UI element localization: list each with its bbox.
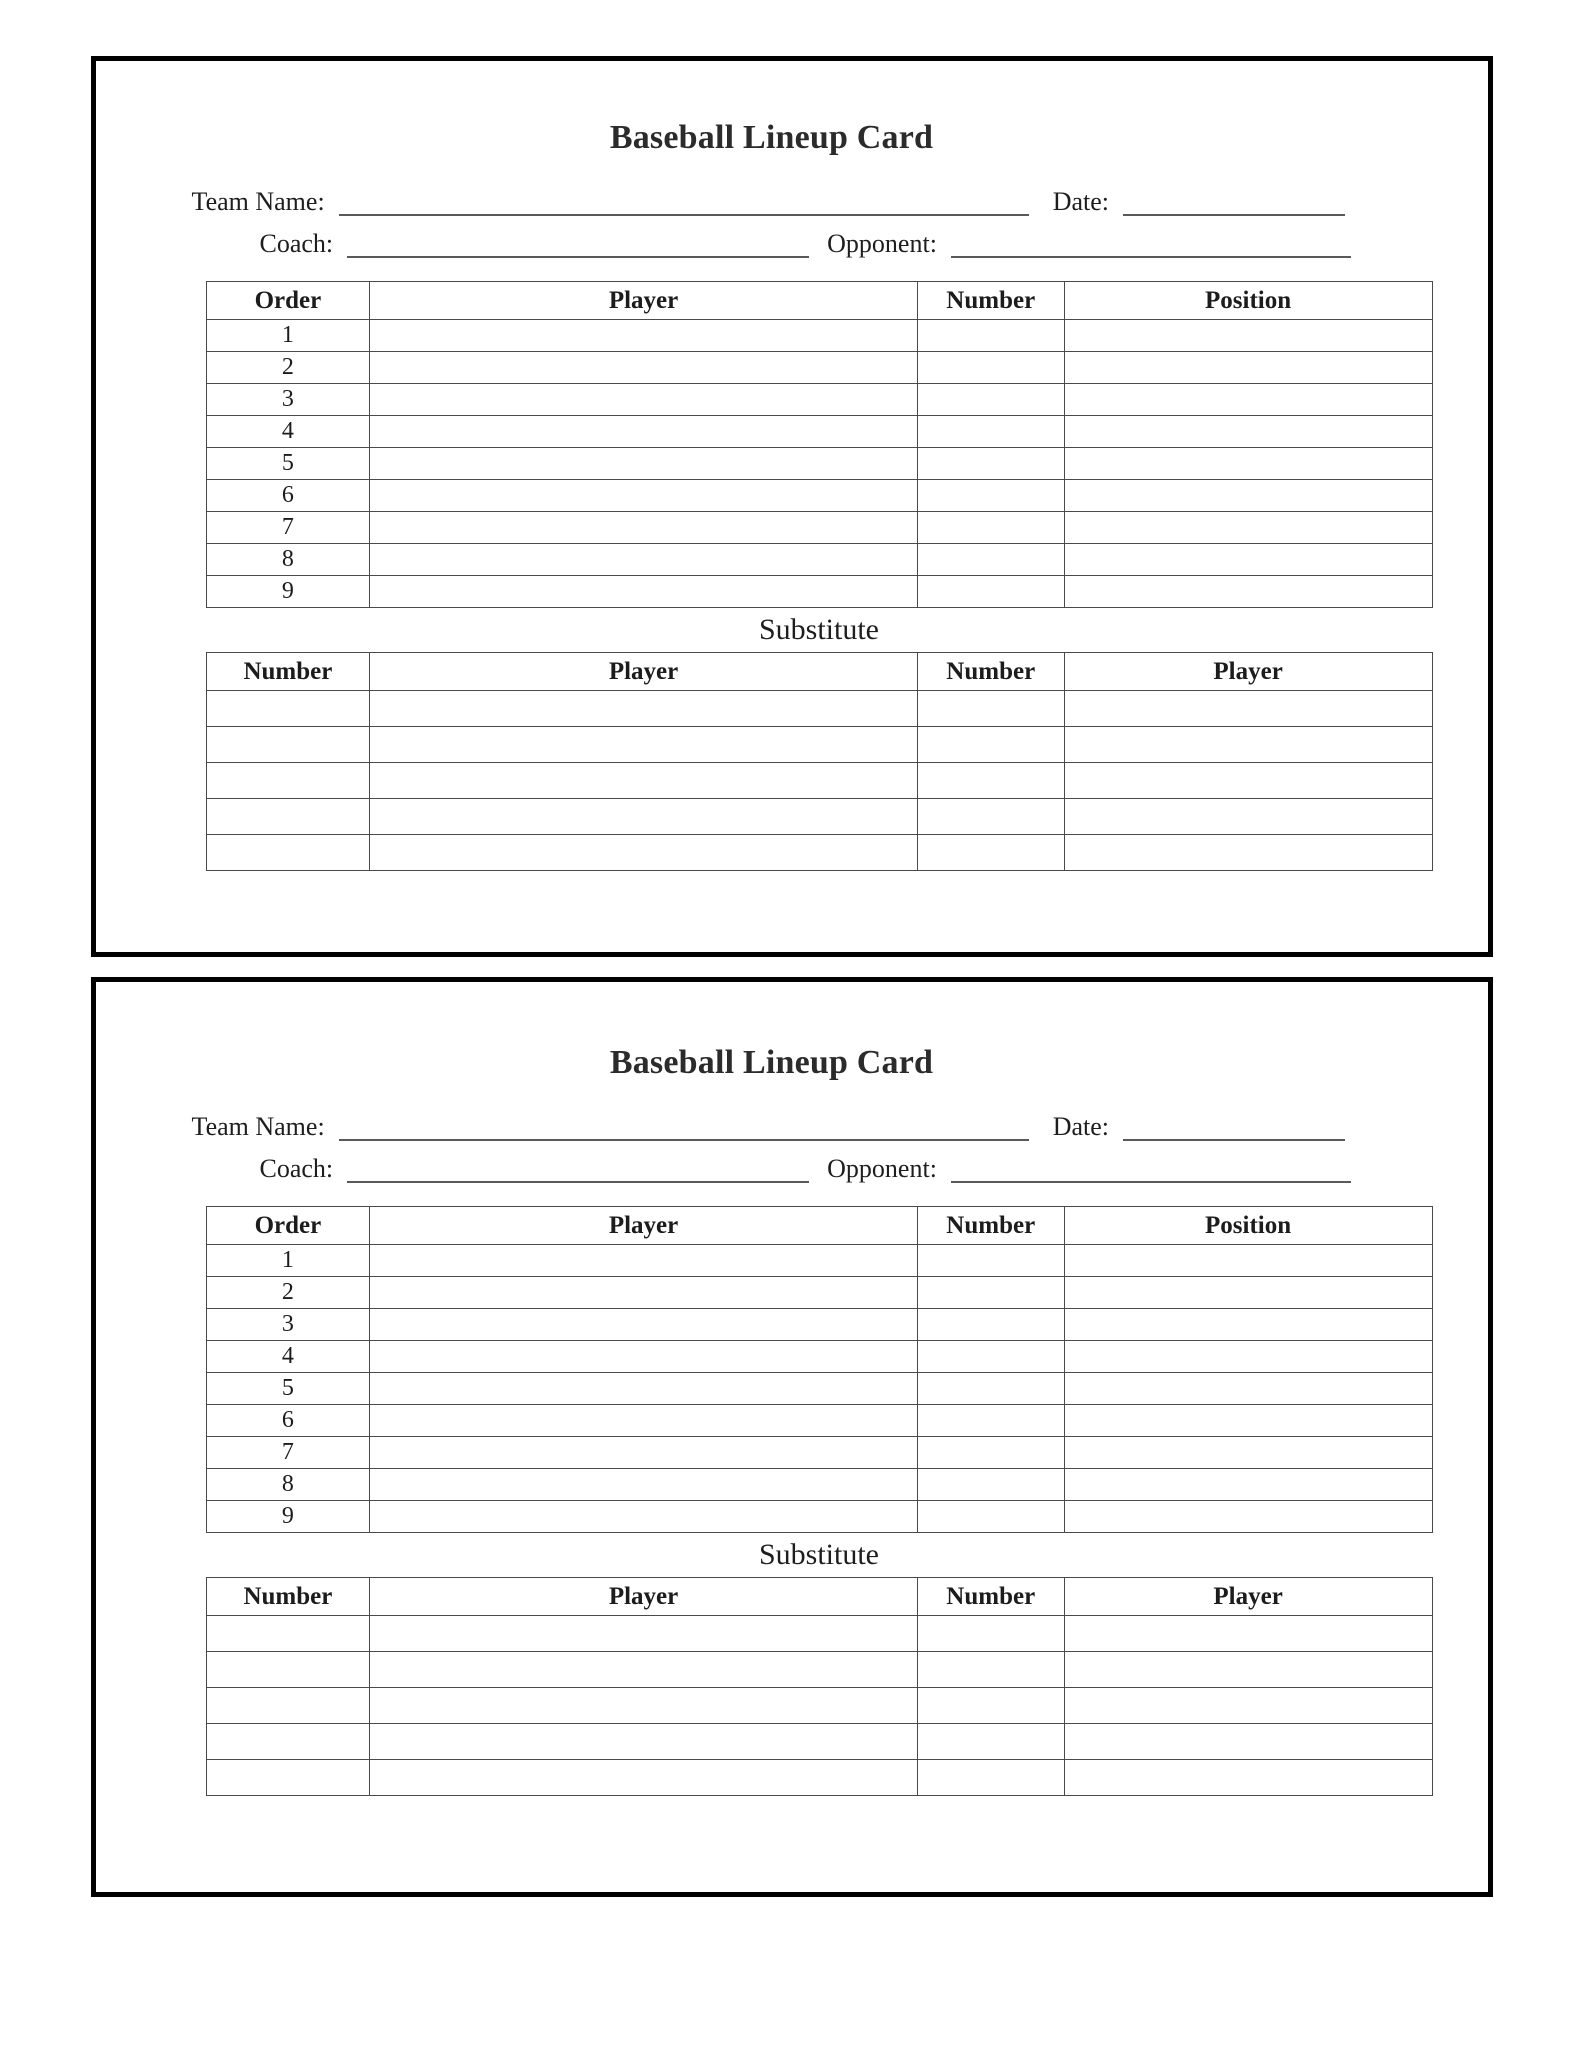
cell-sub-number-1[interactable] <box>206 727 370 763</box>
opponent-input[interactable] <box>951 1153 1351 1183</box>
table-row <box>206 1373 1432 1405</box>
lineup-card-2 <box>91 977 1493 1897</box>
table-header-row <box>206 282 1432 320</box>
field-row-team-date <box>96 1104 1488 1144</box>
cell-sub-player-2[interactable] <box>1064 763 1432 799</box>
cell-order: 9 <box>206 576 370 608</box>
cell-sub-player-1[interactable] <box>370 691 917 727</box>
cell-sub-number-2[interactable] <box>917 1652 1064 1688</box>
substitute-section-label: Substitute <box>758 1538 879 1571</box>
cell-sub-player-2[interactable] <box>1064 1760 1432 1796</box>
cell-player[interactable] <box>370 576 917 608</box>
cell-sub-number-1[interactable] <box>206 763 370 799</box>
cell-sub-number-2[interactable] <box>917 1760 1064 1796</box>
cell-number[interactable] <box>917 512 1064 544</box>
header-fields-1 <box>96 179 1488 261</box>
cell-player[interactable] <box>370 384 917 416</box>
table-header-row <box>206 1207 1432 1245</box>
table-row <box>206 1760 1432 1796</box>
table-row <box>206 320 1432 352</box>
cell-order: 1 <box>206 320 370 352</box>
cell-number[interactable] <box>917 352 1064 384</box>
cell-sub-number-1[interactable] <box>206 1616 370 1652</box>
table-row <box>206 1437 1432 1469</box>
table-row <box>206 1469 1432 1501</box>
cell-sub-number-1[interactable] <box>206 835 370 871</box>
table-row <box>206 727 1432 763</box>
cell-order: 4 <box>206 1341 370 1373</box>
table-row <box>206 1341 1432 1373</box>
page-title: Baseball Lineup Card <box>609 119 934 156</box>
cell-player[interactable] <box>370 1277 917 1309</box>
cell-number[interactable] <box>917 1373 1064 1405</box>
cell-order: 3 <box>206 1309 370 1341</box>
cell-number[interactable] <box>917 384 1064 416</box>
table-row <box>206 512 1432 544</box>
cell-player[interactable] <box>370 1405 917 1437</box>
cell-player[interactable] <box>370 1245 917 1277</box>
cell-sub-player-1[interactable] <box>370 1724 917 1760</box>
coach-input[interactable] <box>347 228 809 258</box>
cell-position[interactable] <box>1064 352 1432 384</box>
cell-sub-player-2[interactable] <box>1064 1652 1432 1688</box>
cell-number[interactable] <box>917 1245 1064 1277</box>
table-row <box>206 576 1432 608</box>
team-name-label: Team Name: <box>191 187 325 216</box>
coach-label: Coach: <box>259 1154 334 1183</box>
opponent-input[interactable] <box>951 228 1351 258</box>
cell-position[interactable] <box>1064 1437 1432 1469</box>
cell-number[interactable] <box>917 1277 1064 1309</box>
cell-player[interactable] <box>370 320 917 352</box>
cell-position[interactable] <box>1064 512 1432 544</box>
cell-player[interactable] <box>370 1341 917 1373</box>
cell-order: 6 <box>206 480 370 512</box>
column-header-position: Position <box>1064 1207 1432 1245</box>
table-row <box>206 1501 1432 1533</box>
cell-position[interactable] <box>1064 480 1432 512</box>
date-label: Date: <box>1052 187 1109 216</box>
cell-sub-number-2[interactable] <box>917 1724 1064 1760</box>
cell-position[interactable] <box>1064 1341 1432 1373</box>
table-row <box>206 1688 1432 1724</box>
opponent-label: Opponent: <box>827 229 937 258</box>
column-header-player: Player <box>370 282 917 320</box>
cell-order: 2 <box>206 352 370 384</box>
table-header-row <box>206 1578 1432 1616</box>
cell-order: 7 <box>206 1437 370 1469</box>
cell-order: 8 <box>206 544 370 576</box>
cell-number[interactable] <box>917 1501 1064 1533</box>
cell-player[interactable] <box>370 1437 917 1469</box>
cell-player[interactable] <box>370 544 917 576</box>
column-header-number: Number <box>917 282 1064 320</box>
table-row <box>206 448 1432 480</box>
cell-sub-number-2[interactable] <box>917 799 1064 835</box>
column-header-player: Player <box>370 1207 917 1245</box>
table-header-row <box>206 653 1432 691</box>
cell-position[interactable] <box>1064 320 1432 352</box>
cell-position[interactable] <box>1064 416 1432 448</box>
column-header-number: Number <box>917 1207 1064 1245</box>
column-header-sub-number-2: Number <box>917 1578 1064 1616</box>
cell-number[interactable] <box>917 1405 1064 1437</box>
substitute-table <box>206 1577 1433 1796</box>
lineup-card-1 <box>91 56 1493 957</box>
cell-sub-number-2[interactable] <box>917 691 1064 727</box>
cell-number[interactable] <box>917 1469 1064 1501</box>
cell-number[interactable] <box>917 1341 1064 1373</box>
cell-sub-player-1[interactable] <box>370 1616 917 1652</box>
cell-player[interactable] <box>370 1469 917 1501</box>
cell-number[interactable] <box>917 448 1064 480</box>
cell-position[interactable] <box>1064 544 1432 576</box>
opponent-label: Opponent: <box>827 1154 937 1183</box>
date-input[interactable] <box>1123 1111 1345 1141</box>
cell-player[interactable] <box>370 1501 917 1533</box>
cell-sub-number-1[interactable] <box>206 1724 370 1760</box>
column-header-sub-player-2: Player <box>1064 653 1432 691</box>
lineup-table-wrap-1 <box>96 281 1488 608</box>
table-row <box>206 691 1432 727</box>
table-row <box>206 352 1432 384</box>
table-row <box>206 799 1432 835</box>
cell-sub-number-2[interactable] <box>917 1688 1064 1724</box>
column-header-position: Position <box>1064 282 1432 320</box>
cell-sub-player-2[interactable] <box>1064 691 1432 727</box>
cell-position[interactable] <box>1064 1277 1432 1309</box>
cell-sub-number-1[interactable] <box>206 1760 370 1796</box>
column-header-order: Order <box>206 1207 370 1245</box>
substitute-table-wrap-2 <box>96 1577 1488 1796</box>
cell-player[interactable] <box>370 1309 917 1341</box>
cell-order: 1 <box>206 1245 370 1277</box>
table-row <box>206 544 1432 576</box>
table-row <box>206 1724 1432 1760</box>
cell-sub-player-1[interactable] <box>370 727 917 763</box>
cell-sub-player-1[interactable] <box>370 1652 917 1688</box>
table-row <box>206 1245 1432 1277</box>
cell-sub-number-2[interactable] <box>917 1616 1064 1652</box>
cell-number[interactable] <box>917 480 1064 512</box>
column-header-sub-player-1: Player <box>370 653 917 691</box>
lineup-table-wrap-2 <box>96 1206 1488 1533</box>
cell-player[interactable] <box>370 416 917 448</box>
cell-sub-number-2[interactable] <box>917 835 1064 871</box>
date-label: Date: <box>1052 1112 1109 1141</box>
cell-player[interactable] <box>370 512 917 544</box>
column-header-order: Order <box>206 282 370 320</box>
cell-player[interactable] <box>370 352 917 384</box>
substitute-section-label: Substitute <box>758 613 879 646</box>
cell-position[interactable] <box>1064 1373 1432 1405</box>
cell-order: 6 <box>206 1405 370 1437</box>
cell-sub-number-1[interactable] <box>206 1652 370 1688</box>
cell-position[interactable] <box>1064 1309 1432 1341</box>
cell-player[interactable] <box>370 448 917 480</box>
table-row <box>206 416 1432 448</box>
coach-label: Coach: <box>259 229 334 258</box>
cell-sub-player-1[interactable] <box>370 763 917 799</box>
table-row <box>206 1277 1432 1309</box>
cell-sub-player-2[interactable] <box>1064 727 1432 763</box>
field-row-team-date <box>96 179 1488 219</box>
cell-sub-number-1[interactable] <box>206 1688 370 1724</box>
cell-sub-number-2[interactable] <box>917 763 1064 799</box>
cell-order: 5 <box>206 448 370 480</box>
cell-sub-player-2[interactable] <box>1064 1688 1432 1724</box>
cell-order: 7 <box>206 512 370 544</box>
field-row-coach-opponent <box>96 219 1488 261</box>
cell-number[interactable] <box>917 544 1064 576</box>
team-name-input[interactable] <box>339 186 1029 216</box>
page-title: Baseball Lineup Card <box>609 1044 934 1081</box>
cell-order: 3 <box>206 384 370 416</box>
cell-order: 8 <box>206 1469 370 1501</box>
cell-sub-player-2[interactable] <box>1064 835 1432 871</box>
cell-position[interactable] <box>1064 1469 1432 1501</box>
cell-sub-player-2[interactable] <box>1064 1724 1432 1760</box>
date-input[interactable] <box>1123 186 1345 216</box>
cell-sub-player-1[interactable] <box>370 1688 917 1724</box>
column-header-sub-number-1: Number <box>206 1578 370 1616</box>
cell-order: 4 <box>206 416 370 448</box>
cell-order: 5 <box>206 1373 370 1405</box>
field-row-coach-opponent <box>96 1144 1488 1186</box>
lineup-table <box>206 1206 1433 1533</box>
cell-player[interactable] <box>370 480 917 512</box>
cell-position[interactable] <box>1064 576 1432 608</box>
coach-input[interactable] <box>347 1153 809 1183</box>
table-row <box>206 1616 1432 1652</box>
column-header-sub-number-1: Number <box>206 653 370 691</box>
cell-sub-player-1[interactable] <box>370 799 917 835</box>
cell-sub-player-2[interactable] <box>1064 1616 1432 1652</box>
substitute-table <box>206 652 1433 871</box>
team-name-label: Team Name: <box>191 1112 325 1141</box>
table-row <box>206 835 1432 871</box>
column-header-sub-number-2: Number <box>917 653 1064 691</box>
cell-position[interactable] <box>1064 1245 1432 1277</box>
team-name-input[interactable] <box>339 1111 1029 1141</box>
cell-sub-number-2[interactable] <box>917 727 1064 763</box>
cell-number[interactable] <box>917 1437 1064 1469</box>
table-row <box>206 384 1432 416</box>
cell-position[interactable] <box>1064 448 1432 480</box>
column-header-sub-player-2: Player <box>1064 1578 1432 1616</box>
cell-number[interactable] <box>917 576 1064 608</box>
substitute-table-wrap-1 <box>96 652 1488 871</box>
cell-order: 9 <box>206 1501 370 1533</box>
table-row <box>206 1309 1432 1341</box>
table-row <box>206 1405 1432 1437</box>
cell-order: 2 <box>206 1277 370 1309</box>
table-row <box>206 480 1432 512</box>
cell-number[interactable] <box>917 320 1064 352</box>
cell-number[interactable] <box>917 416 1064 448</box>
cell-sub-player-1[interactable] <box>370 835 917 871</box>
header-fields-2 <box>96 1104 1488 1186</box>
cell-sub-player-1[interactable] <box>370 1760 917 1796</box>
cell-sub-number-1[interactable] <box>206 691 370 727</box>
table-row <box>206 1652 1432 1688</box>
column-header-sub-player-1: Player <box>370 1578 917 1616</box>
cell-position[interactable] <box>1064 1405 1432 1437</box>
cell-sub-number-1[interactable] <box>206 799 370 835</box>
cell-position[interactable] <box>1064 1501 1432 1533</box>
cell-position[interactable] <box>1064 384 1432 416</box>
table-row <box>206 763 1432 799</box>
cell-player[interactable] <box>370 1373 917 1405</box>
cell-sub-player-2[interactable] <box>1064 799 1432 835</box>
lineup-table <box>206 281 1433 608</box>
cell-number[interactable] <box>917 1309 1064 1341</box>
